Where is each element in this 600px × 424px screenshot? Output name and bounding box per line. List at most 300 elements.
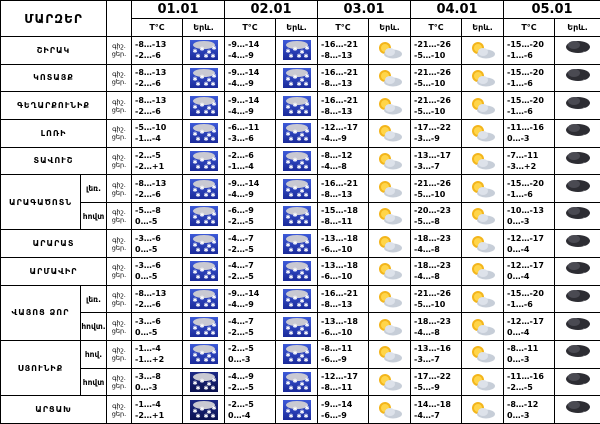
svg-text:✱: ✱ — [292, 212, 298, 220]
night-temp: -8…-11 — [321, 344, 353, 354]
night-temp: -8…-13 — [135, 178, 167, 188]
svg-text:✱: ✱ — [199, 101, 205, 109]
temperature-cell — [318, 175, 369, 203]
temperature-cell — [225, 202, 276, 230]
region-row — [1, 64, 600, 92]
snow-icon — [189, 288, 219, 310]
weather-column-label: Երև. — [276, 19, 318, 37]
temperature-cell — [132, 175, 183, 203]
weather-column-label: Երև. — [369, 19, 411, 37]
temperature-cell — [225, 258, 276, 286]
region-row — [1, 175, 600, 203]
temperature-cell — [225, 37, 276, 65]
night-temp: -21…-26 — [414, 67, 451, 77]
snow-icon — [189, 39, 219, 61]
weather-cell — [555, 119, 600, 147]
snow-icon — [282, 288, 312, 310]
region-row — [1, 313, 600, 341]
temperature-cell — [132, 368, 183, 396]
svg-text:✱: ✱ — [206, 76, 212, 84]
svg-text:✱: ✱ — [574, 136, 580, 144]
temperature-cell — [225, 313, 276, 341]
temperature-cell — [504, 175, 555, 203]
svg-text:✱: ✱ — [199, 156, 205, 164]
date-header: 03.01 — [318, 1, 411, 19]
day-temp: -1…-6 — [507, 189, 533, 199]
svg-text:✱: ✱ — [296, 53, 302, 61]
svg-text:✱: ✱ — [304, 45, 310, 53]
svg-text:✱: ✱ — [299, 325, 305, 333]
night-temp: -18…-23 — [414, 316, 451, 326]
snow-cloud-icon — [563, 343, 593, 365]
weather-cell — [369, 258, 411, 286]
svg-text:✱: ✱ — [210, 357, 216, 365]
night-temp: -9…-14 — [228, 67, 260, 77]
night-label: գիշ. — [112, 291, 126, 300]
day-temp: -3…-7 — [414, 355, 440, 365]
svg-text:✱: ✱ — [288, 246, 294, 254]
svg-text:✱: ✱ — [292, 239, 298, 247]
sun-cloud-icon — [375, 260, 405, 282]
night-temp: -13…-17 — [414, 150, 451, 160]
day-label: ցեր. — [111, 216, 127, 225]
weather-cell — [462, 64, 504, 92]
day-temp: -1…-6 — [507, 300, 533, 310]
day-label: ցեր. — [111, 382, 127, 390]
night-temp: -2…-5 — [135, 150, 161, 160]
svg-text:✱: ✱ — [210, 385, 216, 392]
svg-text:✱: ✱ — [586, 303, 592, 311]
day-label: ցեր. — [111, 188, 127, 197]
svg-text:✱: ✱ — [292, 267, 298, 275]
temperature-cell — [411, 147, 462, 175]
night-temp: -1…-4 — [135, 399, 161, 409]
night-temp: -20…-23 — [414, 206, 451, 216]
day-temp: 0…-4 — [507, 244, 530, 254]
svg-text:✱: ✱ — [285, 352, 291, 360]
day-temp: -2…-6 — [135, 78, 161, 88]
night-temp: -12…-17 — [507, 233, 544, 243]
day-label: ցեր. — [111, 299, 127, 308]
svg-text:✱: ✱ — [574, 302, 580, 310]
svg-text:✱: ✱ — [299, 242, 305, 250]
region-row — [1, 202, 600, 230]
svg-text:✱: ✱ — [574, 385, 580, 392]
snow-icon — [189, 260, 219, 282]
svg-text:✱: ✱ — [292, 350, 298, 358]
svg-text:✱: ✱ — [299, 132, 305, 140]
night-temp: -8…-13 — [135, 67, 167, 77]
svg-text:✱: ✱ — [567, 106, 573, 114]
weather-cell — [369, 64, 411, 92]
day-temp: -2…-5 — [228, 327, 254, 337]
region-name: ԿՈՏԱՅՔ — [1, 64, 107, 92]
temperature-cell — [504, 341, 555, 369]
night-temp: -16…-21 — [321, 95, 358, 105]
svg-text:✱: ✱ — [299, 76, 305, 84]
weather-cell — [369, 313, 411, 341]
night-temp: -16…-21 — [321, 178, 358, 188]
region-row — [1, 37, 600, 65]
svg-text:✱: ✱ — [296, 274, 302, 282]
weather-cell — [555, 37, 600, 65]
svg-text:✱: ✱ — [567, 134, 573, 142]
weather-cell — [276, 202, 318, 230]
day-temp: -5…-10 — [414, 106, 446, 116]
night-temp: -17…-22 — [414, 123, 451, 133]
day-night-labels — [107, 285, 132, 313]
day-temp: -1…-6 — [507, 78, 533, 88]
weather-column-label: Երև. — [462, 19, 504, 37]
region-name: ԱՐԱՐԱՏ — [1, 230, 107, 258]
sun-cloud-icon — [468, 371, 498, 393]
svg-text:✱: ✱ — [203, 274, 209, 282]
svg-text:✱: ✱ — [210, 80, 216, 88]
temperature-cell — [411, 313, 462, 341]
day-label: ցեր. — [111, 409, 127, 418]
svg-text:✱: ✱ — [581, 355, 587, 363]
day-temp: -5…-10 — [414, 189, 446, 199]
sun-cloud-icon — [375, 95, 405, 117]
temperature-cell — [132, 230, 183, 258]
day-temp: -2…-6 — [135, 300, 161, 310]
sun-cloud-icon — [375, 122, 405, 144]
svg-text:✱: ✱ — [203, 412, 209, 420]
svg-text:✱: ✱ — [192, 186, 198, 194]
day-night-labels — [107, 119, 132, 147]
night-temp: -16…-21 — [321, 40, 358, 50]
day-label: ցեր. — [111, 77, 127, 86]
weather-cell — [183, 119, 225, 147]
svg-text:✱: ✱ — [211, 155, 217, 163]
temperature-cell — [132, 202, 183, 230]
svg-text:✱: ✱ — [567, 327, 573, 335]
svg-text:✱: ✱ — [211, 100, 217, 108]
sun-cloud-icon — [468, 260, 498, 282]
night-temp: -8…-13 — [135, 40, 167, 50]
svg-text:✱: ✱ — [206, 104, 212, 112]
svg-text:✱: ✱ — [199, 295, 205, 303]
weather-cell — [183, 230, 225, 258]
weather-cell — [369, 396, 411, 424]
svg-text:✱: ✱ — [192, 241, 198, 249]
night-temp: -6…-11 — [228, 123, 260, 133]
weather-cell — [183, 396, 225, 424]
svg-text:✱: ✱ — [203, 329, 209, 337]
snow-cloud-icon — [563, 316, 593, 338]
weather-cell — [555, 175, 600, 203]
svg-text:✱: ✱ — [299, 187, 305, 195]
svg-text:✱: ✱ — [574, 412, 580, 420]
snow-icon — [282, 233, 312, 255]
temperature-cell — [411, 64, 462, 92]
temperature-cell — [411, 230, 462, 258]
svg-text:✱: ✱ — [206, 353, 212, 361]
temperature-cell — [318, 230, 369, 258]
svg-text:✱: ✱ — [304, 211, 310, 219]
svg-text:✱: ✱ — [296, 329, 302, 337]
day-temp: -2…-6 — [135, 189, 161, 199]
temperature-cell — [318, 258, 369, 286]
night-temp: -13…-16 — [414, 344, 451, 354]
temperature-cell — [411, 258, 462, 286]
night-temp: -2…-5 — [228, 344, 254, 354]
svg-text:✱: ✱ — [567, 78, 573, 86]
svg-text:✱: ✱ — [211, 294, 217, 302]
weather-cell — [462, 396, 504, 424]
night-temp: -15…-20 — [507, 67, 544, 77]
svg-text:✱: ✱ — [288, 108, 294, 116]
day-label: ցեր. — [111, 160, 127, 169]
night-label: գիշ. — [112, 263, 126, 272]
temperature-cell — [318, 396, 369, 424]
day-night-labels — [107, 175, 132, 203]
temperature-cell — [504, 202, 555, 230]
weather-cell — [276, 396, 318, 424]
day-temp: 0…-4 — [228, 410, 251, 420]
weather-cell — [555, 368, 600, 396]
svg-text:✱: ✱ — [304, 377, 310, 384]
weather-cell — [555, 285, 600, 313]
svg-text:✱: ✱ — [296, 163, 302, 171]
weather-column-label: Երև. — [183, 19, 225, 37]
weather-cell — [369, 368, 411, 396]
svg-text:✱: ✱ — [574, 53, 580, 61]
temperature-cell — [504, 64, 555, 92]
svg-text:✱: ✱ — [211, 404, 217, 412]
day-temp: -6…-9 — [321, 355, 347, 365]
svg-text:✱: ✱ — [303, 329, 309, 337]
svg-text:✱: ✱ — [292, 73, 298, 81]
day-label: ցեր. — [111, 354, 127, 363]
snow-icon — [282, 95, 312, 117]
svg-text:✱: ✱ — [303, 357, 309, 365]
weather-cell — [462, 313, 504, 341]
day-temp: -4…-8 — [414, 327, 440, 337]
svg-text:✱: ✱ — [285, 48, 291, 56]
temperature-cell — [504, 37, 555, 65]
svg-text:✱: ✱ — [206, 381, 212, 388]
weather-cell — [183, 341, 225, 369]
weather-cell — [555, 341, 600, 369]
region-row — [1, 230, 600, 258]
night-temp: -15…-20 — [507, 40, 544, 50]
svg-text:✱: ✱ — [296, 246, 302, 254]
day-temp: 0…-5 — [135, 327, 158, 337]
weather-cell — [462, 258, 504, 286]
day-label: ցեր. — [111, 133, 127, 142]
day-temp: -5…-10 — [414, 78, 446, 88]
day-temp: -8…-13 — [321, 300, 353, 310]
night-temp: -8…-11 — [507, 344, 539, 354]
night-temp: -15…-20 — [507, 178, 544, 188]
day-temp: -6…-9 — [321, 410, 347, 420]
subregion-label: հով. — [81, 341, 107, 369]
svg-text:✱: ✱ — [299, 270, 305, 278]
region-name: ՍՅՈՒՆԻՔ — [1, 341, 81, 396]
svg-text:✱: ✱ — [195, 274, 201, 282]
day-night-labels — [107, 37, 132, 65]
temperature-cell — [411, 396, 462, 424]
svg-text:✱: ✱ — [574, 246, 580, 254]
svg-text:✱: ✱ — [296, 385, 302, 392]
svg-text:✱: ✱ — [296, 357, 302, 365]
svg-text:✱: ✱ — [586, 330, 592, 338]
svg-text:✱: ✱ — [586, 192, 592, 200]
svg-text:✱: ✱ — [303, 385, 309, 392]
svg-text:✱: ✱ — [206, 242, 212, 250]
sun-cloud-icon — [375, 39, 405, 61]
svg-text:✱: ✱ — [567, 51, 573, 59]
snow-icon — [282, 316, 312, 338]
sun-cloud-icon — [468, 39, 498, 61]
temperature-cell — [225, 396, 276, 424]
temperature-cell — [318, 285, 369, 313]
svg-text:✱: ✱ — [304, 128, 310, 136]
day-label: ցեր. — [111, 50, 127, 59]
night-temp: -5…-10 — [135, 123, 167, 133]
svg-text:✱: ✱ — [586, 386, 592, 393]
svg-text:✱: ✱ — [195, 385, 201, 392]
svg-text:✱: ✱ — [195, 53, 201, 61]
temperature-cell — [132, 341, 183, 369]
region-row — [1, 258, 600, 286]
night-temp: -1…-4 — [135, 344, 161, 354]
svg-text:✱: ✱ — [303, 412, 309, 420]
svg-text:✱: ✱ — [288, 80, 294, 88]
svg-text:✱: ✱ — [586, 358, 592, 366]
svg-text:✱: ✱ — [567, 189, 573, 197]
svg-text:✱: ✱ — [195, 136, 201, 144]
snow-icon — [282, 67, 312, 89]
temperature-cell — [225, 64, 276, 92]
temperature-cell — [504, 92, 555, 120]
night-temp: -4…-7 — [228, 316, 254, 326]
region-row — [1, 396, 600, 424]
date-header: 01.01 — [132, 1, 225, 19]
svg-text:✱: ✱ — [210, 246, 216, 254]
sun-cloud-icon — [375, 343, 405, 365]
svg-text:✱: ✱ — [574, 357, 580, 365]
weather-cell — [183, 285, 225, 313]
svg-text:✱: ✱ — [203, 219, 209, 227]
temperature-cell — [318, 92, 369, 120]
sun-cloud-icon — [375, 316, 405, 338]
svg-text:✱: ✱ — [203, 53, 209, 61]
weather-cell — [555, 147, 600, 175]
svg-text:✱: ✱ — [304, 155, 310, 163]
temperature-cell — [132, 313, 183, 341]
svg-text:✱: ✱ — [211, 128, 217, 136]
weather-cell — [462, 92, 504, 120]
svg-text:✱: ✱ — [195, 80, 201, 88]
svg-text:✱: ✱ — [304, 100, 310, 108]
day-temp: -4…-8 — [414, 272, 440, 282]
svg-text:✱: ✱ — [581, 134, 587, 142]
day-temp: 0…-4 — [507, 327, 530, 337]
sun-cloud-icon — [375, 233, 405, 255]
svg-text:✱: ✱ — [192, 131, 198, 139]
day-temp: -8…-13 — [321, 51, 353, 61]
region-name: ՇԻՐԱԿ — [1, 37, 107, 65]
svg-text:✱: ✱ — [574, 274, 580, 282]
temp-column-label: T°C — [411, 19, 462, 37]
svg-text:✱: ✱ — [206, 215, 212, 223]
svg-text:✱: ✱ — [206, 132, 212, 140]
svg-text:✱: ✱ — [581, 217, 587, 225]
snow-icon — [282, 371, 312, 393]
day-temp: -4…-7 — [414, 410, 440, 420]
temperature-cell — [132, 285, 183, 313]
night-temp: -13…-18 — [321, 233, 358, 243]
snow-icon — [282, 150, 312, 172]
svg-text:✱: ✱ — [203, 191, 209, 199]
weather-cell — [555, 230, 600, 258]
svg-text:✱: ✱ — [581, 106, 587, 114]
subregion-label: հովտ — [81, 368, 107, 396]
svg-text:✱: ✱ — [206, 298, 212, 306]
temperature-cell — [225, 119, 276, 147]
weather-cell — [462, 285, 504, 313]
night-label: գիշ. — [112, 42, 126, 51]
day-label: ցեր. — [111, 326, 127, 335]
snow-cloud-icon — [563, 205, 593, 227]
svg-text:✱: ✱ — [292, 184, 298, 192]
day-temp: -3…-7 — [414, 161, 440, 171]
snow-icon — [282, 343, 312, 365]
temp-column-label: T°C — [318, 19, 369, 37]
svg-text:✱: ✱ — [203, 163, 209, 171]
temperature-cell — [504, 258, 555, 286]
weather-cell — [555, 64, 600, 92]
svg-text:✱: ✱ — [586, 137, 592, 145]
sun-cloud-icon — [375, 150, 405, 172]
region-name: ԱՐՄԱՎԻՐ — [1, 258, 107, 286]
region-name: ԳԵՂԱՐՔՈՒՆԻՔ — [1, 92, 107, 120]
svg-text:✱: ✱ — [285, 186, 291, 194]
svg-text:✱: ✱ — [211, 183, 217, 191]
day-temp: -6…-10 — [321, 327, 353, 337]
weather-cell — [276, 230, 318, 258]
weather-cell — [369, 37, 411, 65]
svg-text:✱: ✱ — [206, 270, 212, 278]
svg-text:✱: ✱ — [574, 329, 580, 337]
svg-text:✱: ✱ — [199, 405, 205, 413]
day-temp: -5…-10 — [414, 300, 446, 310]
svg-text:✱: ✱ — [210, 191, 216, 199]
night-temp: -5…-8 — [135, 206, 161, 216]
weather-cell — [276, 147, 318, 175]
weather-cell — [462, 37, 504, 65]
svg-text:✱: ✱ — [292, 378, 298, 385]
day-night-labels — [107, 341, 132, 369]
svg-text:✱: ✱ — [567, 410, 573, 418]
svg-text:✱: ✱ — [292, 101, 298, 109]
svg-text:✱: ✱ — [288, 163, 294, 171]
svg-text:✱: ✱ — [288, 329, 294, 337]
day-night-labels — [107, 258, 132, 286]
svg-text:✱: ✱ — [195, 329, 201, 337]
sun-cloud-icon — [375, 399, 405, 421]
temp-column-label: T°C — [504, 19, 555, 37]
svg-text:✱: ✱ — [292, 405, 298, 413]
sun-cloud-icon — [468, 205, 498, 227]
svg-text:✱: ✱ — [211, 377, 217, 384]
temperature-cell — [132, 92, 183, 120]
svg-text:✱: ✱ — [195, 412, 201, 420]
svg-text:✱: ✱ — [567, 272, 573, 280]
day-temp: -2…-5 — [228, 383, 254, 392]
